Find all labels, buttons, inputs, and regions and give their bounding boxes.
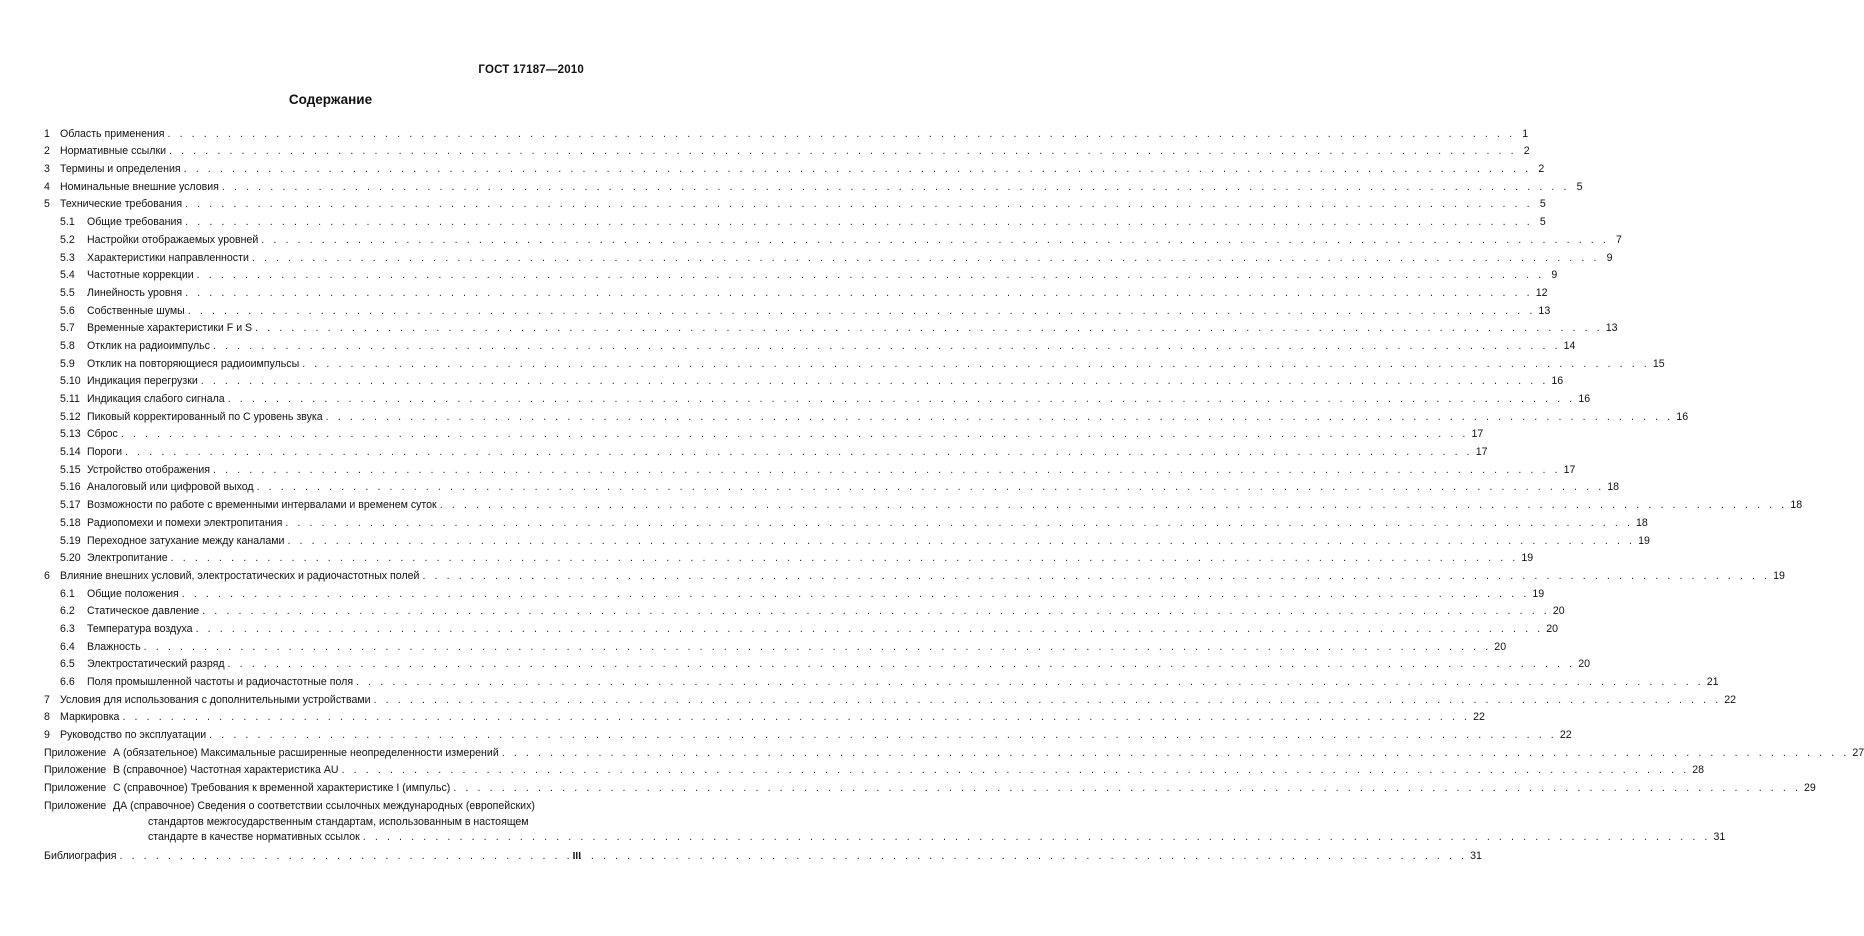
toc-page: 16 [1551, 375, 1564, 388]
toc-page: 12 [1535, 286, 1548, 299]
toc-leader [209, 729, 1557, 742]
toc-page: 17 [1475, 446, 1488, 459]
toc-leader [255, 322, 1603, 335]
toc-entry[interactable] [44, 689, 1737, 707]
toc-leader [257, 481, 1605, 494]
toc-subentry[interactable] [44, 618, 1559, 636]
toc-subentry[interactable] [44, 318, 1618, 336]
appendix-label: Приложение [44, 764, 107, 777]
toc-entry[interactable] [44, 141, 1530, 159]
toc-subentry[interactable] [44, 388, 1591, 406]
toc-subentry[interactable] [44, 229, 1622, 247]
toc-page: 19 [1638, 534, 1650, 547]
toc-number: 5.15 [60, 463, 81, 476]
toc-number: 5.2 [60, 233, 75, 246]
toc-text: Отклик на повторяющиеся радиоимпульсы [87, 357, 300, 370]
toc-entry[interactable] [44, 158, 1545, 176]
toc-text: Настройки отображаемых уровней [87, 233, 259, 246]
appendix-label: Приложение [44, 800, 107, 813]
toc-text: Влияние внешних условий, электростатических и радиочастотных полей [60, 569, 420, 582]
toc-subentry[interactable] [44, 265, 1558, 283]
toc-leader [422, 570, 1770, 583]
toc-page: 22 [1473, 711, 1485, 724]
toc-page: 7 [1616, 233, 1622, 246]
toc-text: Общие положения [87, 587, 179, 600]
toc-subentry[interactable] [44, 406, 1689, 424]
toc-text: Пороги [87, 446, 123, 459]
toc-page: 20 [1552, 605, 1565, 618]
toc-number: 2 [44, 145, 50, 158]
toc-number: 5.9 [60, 357, 75, 370]
toc-leader [182, 588, 1530, 601]
toc-text-line: ДА (справочное) Сведения о соответствии ссылочных международных (европейских) [113, 800, 535, 813]
toc-text: Влажность [87, 640, 141, 653]
toc-leader [121, 428, 1469, 441]
toc-text: Поля промышленной частоты и радиочастотные поля [87, 676, 354, 688]
toc-subentry[interactable] [44, 636, 1507, 654]
toc-number: 5.10 [60, 375, 81, 388]
toc-page: 20 [1494, 640, 1507, 653]
toc-text: Температура воздуха [87, 622, 193, 635]
toc-leader [222, 181, 1570, 194]
toc-page: 1 [1522, 127, 1529, 140]
toc-page: 18 [1607, 481, 1620, 494]
toc-text: Электростатический разряд [87, 658, 225, 671]
toc-text: Номинальные внешние условия [60, 180, 219, 193]
toc-text: Возможности по работе с временными интервалами и временем суток [87, 499, 437, 512]
toc-text: Устройство отображения [87, 463, 210, 476]
toc-text: Сброс [87, 428, 118, 441]
toc-subentry[interactable] [44, 441, 1488, 459]
toc-number: 5.7 [60, 322, 75, 335]
toc-subentry[interactable] [44, 371, 1564, 389]
toc-text: Условия для использования с дополнительными устройствами [60, 693, 371, 706]
toc-appendix[interactable] [44, 742, 1864, 760]
toc-page: 16 [1676, 410, 1689, 423]
toc-page: 20 [1578, 658, 1590, 671]
toc-leader [213, 340, 1561, 353]
toc-page: 9 [1551, 269, 1558, 282]
toc-number: 5.13 [60, 428, 81, 441]
toc-text: Термины и определения [60, 163, 181, 176]
toc-leader [440, 499, 1788, 512]
toc-subentry[interactable] [44, 424, 1484, 442]
appendix-label: Приложение [44, 746, 107, 759]
toc-subentry[interactable] [44, 494, 1803, 512]
toc-number: 6.6 [60, 676, 75, 688]
toc-appendix[interactable] [44, 760, 1705, 778]
toc-leader [125, 446, 1473, 459]
toc-text: Маркировка [60, 711, 120, 724]
toc-leader [342, 764, 1690, 777]
toc-page: 27 [1852, 746, 1864, 759]
toc-page: 17 [1471, 428, 1484, 441]
page-number: III [572, 851, 581, 862]
toc-leader [287, 535, 1635, 548]
toc-text: С (справочное) Требования к временной характеристике I (импульс) [113, 782, 451, 795]
toc-leader [196, 623, 1544, 636]
toc-leader [185, 198, 1533, 211]
toc-number: 5.14 [60, 446, 81, 459]
toc-leader [185, 216, 1533, 229]
toc-number: 5.16 [60, 481, 81, 494]
toc-subentry[interactable] [44, 335, 1576, 353]
toc-number: 5.19 [60, 534, 81, 547]
toc-page: 13 [1538, 304, 1551, 317]
toc-page: 22 [1724, 693, 1737, 706]
toc-text: Отклик на радиоимпульс [87, 339, 210, 352]
toc-entry[interactable] [44, 194, 1546, 212]
toc-text: Библиография [44, 850, 117, 863]
toc-entry[interactable] [44, 724, 1572, 742]
toc-text: Электропитание [87, 552, 168, 565]
toc-number: 5.5 [60, 286, 75, 299]
toc-number: 5 [44, 198, 50, 211]
toc-subentry[interactable] [44, 477, 1620, 495]
toc-page: 28 [1692, 764, 1705, 777]
toc-leader [171, 552, 1519, 565]
toc-leader [363, 830, 1711, 846]
toc-leader [326, 411, 1674, 424]
toc-text: А (обязательное) Максимальные расширенные неопределенности измерений [113, 746, 499, 759]
table-of-contents [44, 123, 1864, 863]
toc-entry[interactable] [44, 707, 1485, 725]
toc-text: Руководство по эксплуатации [60, 729, 207, 742]
toc-text: Переходное затухание между каналами [87, 534, 285, 547]
appendix-label: Приложение [44, 782, 107, 795]
toc-subentry[interactable] [44, 459, 1576, 477]
toc-text: Радиопомехи и помехи электропитания [87, 516, 283, 529]
toc-subentry[interactable] [44, 583, 1545, 601]
toc-number: 9 [44, 729, 50, 742]
toc-subentry[interactable] [44, 247, 1613, 265]
toc-page: 31 [1713, 831, 1726, 844]
toc-appendix[interactable] [44, 777, 1816, 795]
toc-page: 21 [1706, 676, 1719, 688]
toc-page: 17 [1563, 463, 1576, 476]
toc-page: 19 [1773, 569, 1785, 582]
toc-text: Индикация перегрузки [87, 375, 198, 388]
toc-number: 6.2 [60, 605, 75, 618]
toc-text-line: стандарте в качестве нормативных ссылок [148, 831, 360, 844]
toc-number: 4 [44, 180, 50, 193]
toc-bibliography[interactable] [44, 846, 1482, 864]
toc-page: 13 [1605, 322, 1618, 335]
toc-text: Технические требования [60, 198, 183, 211]
toc-page: 2 [1538, 163, 1545, 176]
toc-text: В (справочное) Частотная характеристика AU [113, 764, 339, 777]
toc-leader [185, 287, 1533, 300]
toc-leader [184, 163, 1532, 176]
toc-text-line: стандартов межгосударственным стандартам, использованным в настоящем [148, 815, 529, 828]
toc-leader [122, 711, 1470, 724]
toc-page: 29 [1804, 782, 1816, 795]
toc-subentry[interactable] [44, 671, 1719, 689]
toc-number: 1 [44, 127, 50, 140]
toc-appendix-da[interactable] [44, 795, 1726, 846]
toc-page: 2 [1523, 145, 1530, 158]
toc-subentry[interactable] [44, 512, 1648, 530]
toc-text: Статическое давление [87, 605, 200, 618]
toc-leader [261, 234, 1609, 247]
toc-number: 5.8 [60, 339, 75, 352]
toc-page: 15 [1652, 357, 1665, 370]
toc-leader [167, 128, 1515, 141]
toc-number: 6.4 [60, 640, 75, 653]
toc-leader [302, 358, 1650, 371]
toc-page: 14 [1563, 339, 1576, 352]
toc-number: 6 [44, 569, 50, 582]
toc-number: 5.12 [60, 410, 81, 423]
toc-leader [356, 676, 1704, 689]
toc-number: 5.17 [60, 499, 81, 512]
toc-text: Линейность уровня [87, 286, 183, 299]
toc-subentry[interactable] [44, 353, 1665, 371]
toc-leader [169, 145, 1517, 158]
toc-subentry[interactable] [44, 282, 1548, 300]
toc-page: 5 [1539, 198, 1546, 211]
toc-number: 5.6 [60, 304, 75, 317]
toc-leader [213, 464, 1561, 477]
toc-number: 8 [44, 711, 50, 724]
toc-subentry[interactable] [44, 300, 1551, 318]
toc-page: 5 [1576, 180, 1583, 193]
toc-entry[interactable] [44, 565, 1785, 583]
toc-leader [228, 393, 1576, 406]
toc-number: 6.5 [60, 658, 75, 671]
toc-leader [201, 375, 1549, 388]
toc-page: 5 [1539, 216, 1546, 229]
toc-leader [285, 517, 1633, 530]
toc-leader [119, 850, 1467, 863]
toc-number: 5.20 [60, 552, 81, 565]
toc-page: 16 [1578, 393, 1591, 405]
toc-number: 5.4 [60, 269, 75, 282]
toc-entry[interactable] [44, 123, 1529, 141]
toc-number: 5.3 [60, 251, 75, 264]
toc-number: 5.18 [60, 516, 81, 529]
toc-subentry[interactable] [44, 654, 1590, 672]
toc-number: 6.3 [60, 622, 75, 635]
toc-page: 19 [1532, 587, 1545, 600]
toc-number: 5.1 [60, 216, 75, 229]
toc-leader [502, 747, 1850, 760]
toc-entry[interactable] [44, 176, 1583, 194]
toc-number: 6.1 [60, 587, 75, 600]
toc-subentry[interactable] [44, 211, 1546, 229]
toc-leader [252, 252, 1600, 265]
toc-text: Аналоговый или цифровой выход [87, 481, 254, 494]
toc-text: Индикация слабого сигнала [87, 393, 225, 405]
toc-leader [197, 269, 1545, 282]
toc-text: Пиковый корректированный по C уровень звука [87, 410, 323, 423]
toc-number: 7 [44, 693, 50, 706]
toc-page: 31 [1470, 850, 1482, 863]
toc-number: 5.11 [60, 393, 80, 405]
document-header-code: ГОСТ 17187—2010 [478, 64, 584, 76]
toc-text: Общие требования [87, 216, 183, 229]
toc-page: 22 [1559, 729, 1572, 742]
toc-page: 9 [1606, 251, 1613, 264]
toc-subentry[interactable] [44, 530, 1650, 548]
toc-subentry[interactable] [44, 548, 1534, 566]
toc-page: 18 [1636, 516, 1648, 529]
toc-leader [202, 605, 1550, 618]
toc-text: Собственные шумы [87, 304, 185, 317]
page-title: Содержание [288, 92, 373, 107]
toc-leader [188, 305, 1536, 318]
toc-text: Частотные коррекции [87, 269, 194, 282]
toc-text: Характеристики направленности [87, 251, 249, 264]
toc-page: 20 [1546, 622, 1559, 635]
toc-text: Временные характеристики F и S [87, 322, 253, 335]
toc-page: 19 [1521, 552, 1534, 565]
toc-leader [453, 782, 1801, 795]
toc-number: 3 [44, 163, 50, 176]
toc-leader [374, 694, 1722, 707]
toc-page: 18 [1790, 499, 1803, 512]
toc-leader [144, 641, 1492, 654]
toc-text: Нормативные ссылки [60, 145, 167, 158]
toc-subentry[interactable] [44, 601, 1565, 619]
toc-text: Область применения [60, 127, 165, 140]
toc-leader [228, 658, 1576, 671]
